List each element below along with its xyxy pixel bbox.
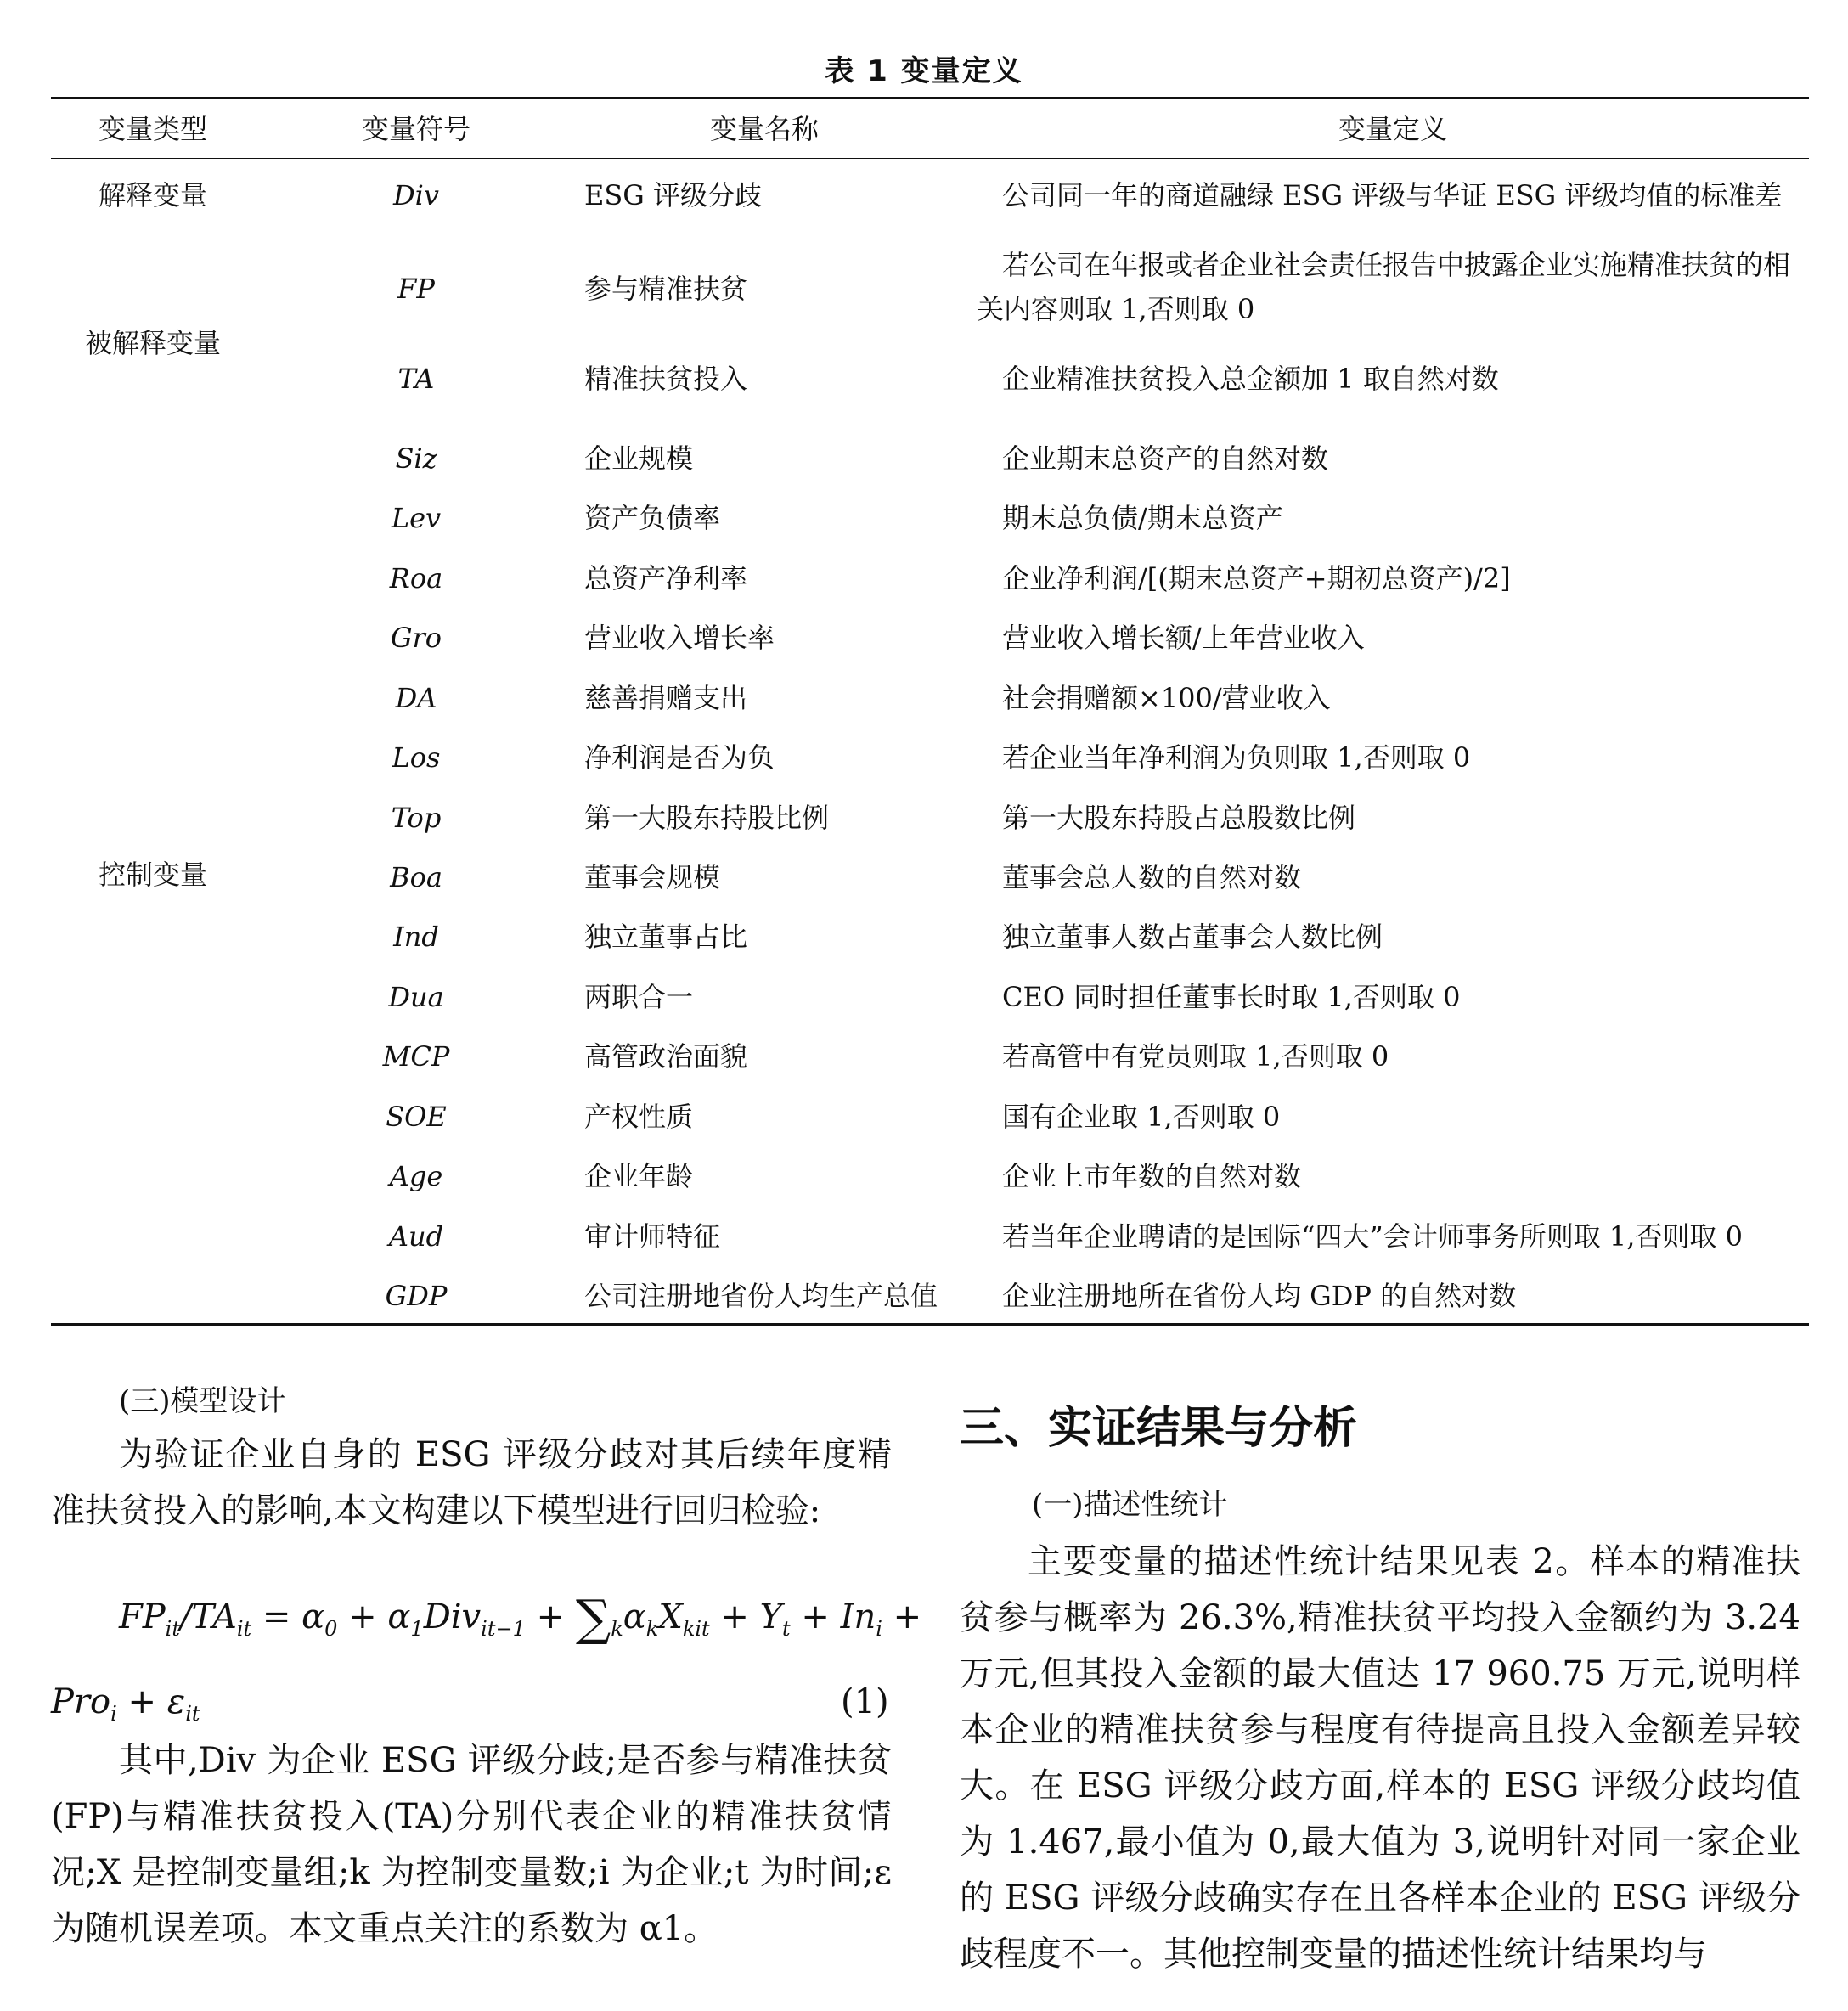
table-row-symbol: Aud [388,1220,444,1253]
group-control: 控制变量 [98,859,207,891]
regression-formula: $FP_{it}/TA_{it} = \alpha_0 + \alpha_1Div_{it-1} + \sum_k\alpha_kX_{kit} + Y_t + In_i$ + [119,1589,922,1647]
table-row-name: 第一大股东持股比例 [584,802,830,834]
table-row-name: 高管政治面貌 [584,1040,748,1073]
table-row-definition: 独立董事人数占董事会人数比例 [1002,921,1383,953]
header-variable-name: 变量名称 [709,113,819,145]
table-row-symbol: Ind [393,921,439,953]
table-row-symbol: Lev [391,502,442,534]
table-row-symbol: Top [391,802,442,834]
table-header-rule [51,158,1809,159]
table-row-name: 营业收入增长率 [584,622,775,654]
table-row-name: 资产负债率 [584,502,721,534]
section-title: 三、实证结果与分析 [960,1403,1358,1454]
header-variable-type: 变量类型 [98,113,207,145]
table-top-rule [51,97,1809,99]
table-row-definition: 若当年企业聘请的是国际“四大”会计师事务所则取 1,否则取 0 [1002,1220,1743,1253]
table-row-definition: CEO 同时担任董事长时取 1,否则取 0 [1002,981,1461,1013]
header-variable-definition: 变量定义 [1338,113,1447,145]
table-row-symbol: Div [393,179,439,211]
table-row-symbol: SOE [386,1101,447,1133]
table-row-definition: 企业注册地所在省份人均 GDP 的自然对数 [1002,1280,1517,1312]
table-row-symbol: TA [397,363,435,395]
table-row-definition: 若企业当年净利润为负则取 1,否则取 0 [1002,741,1471,774]
right-paragraph-1: 主要变量的描述性统计结果见表 2。样本的精准扶贫参与概率为 26.3%,精准扶贫平均投入金额约为 3.24 万元,但其投入金额的最大值达 17 960.75 万元,说明样本企业的精准扶贫参与程度有待提高且投入金额差异较大。在 ESG 评级分歧方面,样本的 ESG 评级分歧均值为 1.467,最小值为 0,最大值为 3,说明针对同一家企业的 ESG 评级分歧确实存在且各样本企业的 ESG 评级分歧程度不一。其他控制变量的描述性统计结果均与 [960,1542,1800,1974]
table-row-name: 产权性质 [584,1101,694,1133]
table-row-definition: 企业精准扶贫投入总金额加 1 取自然对数 [1002,363,1499,395]
table-row-definition: 若公司在年报或者企业社会责任报告中披露企业实施精准扶贫的相关内容则取 1,否则取 0 [977,249,1791,325]
regression-formula-cont: $Pro_i + \varepsilon_{it}$ [51,1682,200,1726]
table-row-symbol: Los [392,741,441,774]
table-row-definition: 营业收入增长额/上年营业收入 [1002,622,1365,654]
table-row-name: 两职合一 [584,981,694,1013]
table-row-name: 净利润是否为负 [584,741,775,774]
table-row-name: ESG 评级分歧 [584,179,763,211]
right-subheading: (一)描述性统计 [1032,1488,1228,1522]
table-row-symbol: Dua [388,981,444,1013]
table-row-symbol: Gro [390,622,442,654]
table-row-name: 独立董事占比 [584,921,748,953]
header-variable-symbol: 变量符号 [361,113,470,145]
table-row-symbol: Age [389,1160,443,1192]
table-row-name: 审计师特征 [584,1220,721,1253]
table-row-definition: 第一大股东持股占总股数比例 [1002,802,1356,834]
table-row-definition: 企业上市年数的自然对数 [1002,1160,1302,1192]
table-row-definition: 国有企业取 1,否则取 0 [1002,1101,1281,1133]
table-bottom-rule [51,1323,1809,1326]
table-row-name: 慈善捐赠支出 [584,682,748,714]
table-row-name: 公司注册地省份人均生产总值 [584,1280,938,1312]
table-row-name: 参与精准扶贫 [584,273,748,305]
table-row-symbol: Siz [395,442,437,475]
table-row-definition: 社会捐赠额×100/营业收入 [1002,682,1331,714]
table-row-name: 精准扶贫投入 [584,363,748,395]
equation-number: (1) [841,1682,889,1721]
table-row-definition: 董事会总人数的自然对数 [1002,861,1302,893]
left-paragraph-2: 其中,Div 为企业 ESG 评级分歧;是否参与精准扶贫(FP)与精准扶贫投入(TA)分别代表企业的精准扶贫情况;X 是控制变量组;k 为控制变量数;i 为企业;t 为时间;ε 为随机误差项。本文重点关注的系数为 α1。 [51,1741,892,1948]
table-row-symbol: GDP [385,1280,448,1312]
group-explanatory: 解释变量 [98,179,207,211]
table-row-symbol: FP [397,273,435,305]
table-row-definition: 企业期末总资产的自然对数 [1002,442,1329,475]
table-row-name: 总资产净利率 [584,562,748,594]
table-row-name: 企业规模 [584,442,694,475]
table-row-name: 董事会规模 [584,861,721,893]
table-row-definition: 公司同一年的商道融绿 ESG 评级与华证 ESG 评级均值的标准差 [1002,179,1783,211]
table-row-definition: 期末总负债/期末总资产 [1002,502,1283,534]
table-row-definition: 若高管中有党员则取 1,否则取 0 [1002,1040,1389,1073]
table-row-symbol: DA [395,682,437,714]
left-subheading: (三)模型设计 [119,1384,286,1418]
left-paragraph-1: 为验证企业自身的 ESG 评级分歧对其后续年度精准扶贫投入的影响,本文构建以下模型进行回归检验: [51,1435,892,1530]
table-row-name: 企业年龄 [584,1160,694,1192]
table-row-definition: 企业净利润/[(期末总资产+期初总资产)/2] [1002,562,1511,594]
table-caption: 表 1 变量定义 [825,54,1023,88]
group-explained: 被解释变量 [84,327,221,359]
table-row-symbol: Boa [390,861,442,893]
table-row-symbol: MCP [382,1040,450,1073]
table-row-symbol: Roa [389,562,443,594]
